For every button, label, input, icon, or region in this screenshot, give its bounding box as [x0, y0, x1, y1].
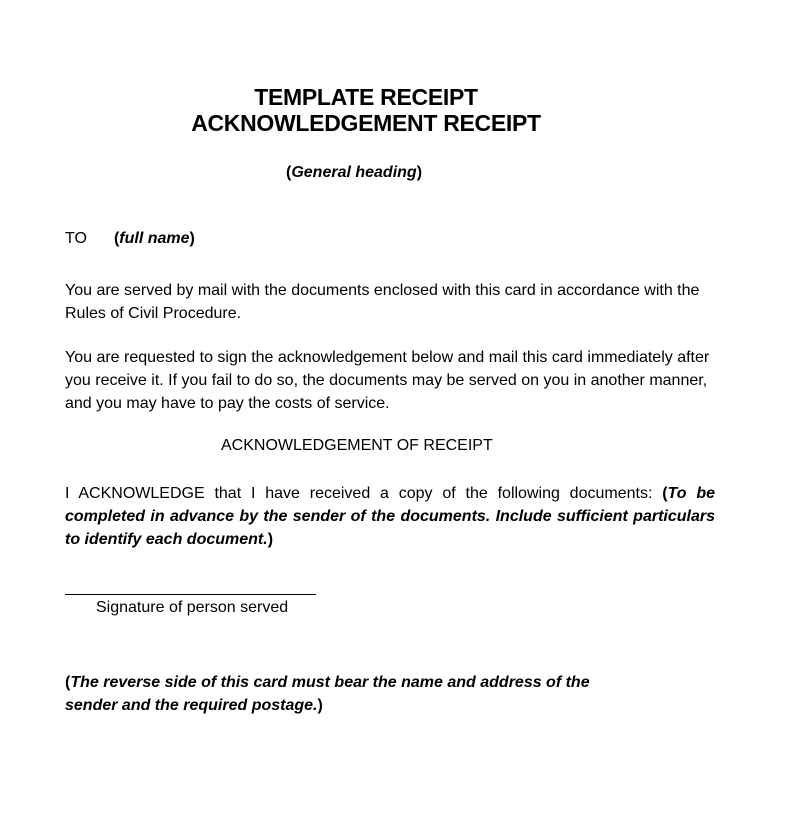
acknowledgement-heading: ACKNOWLEDGEMENT OF RECEIPT — [221, 437, 493, 454]
paren-close: ) — [189, 230, 195, 247]
recipient-name-field[interactable] — [114, 230, 195, 247]
paren-open: ( — [286, 164, 292, 181]
service-paragraph: You are served by mail with the documents enclosed with this card in accordance with the Rules of Civil Procedure. — [65, 282, 700, 322]
to-label: TO — [65, 230, 87, 247]
paren-close: ) — [317, 697, 323, 714]
reverse-side-note-text: The reverse side of this card must bear the name and address of the sender and the required postage. — [65, 674, 590, 714]
acknowledgement-instruction: To be completed in advance by the sender of the documents. Include sufficient particulars to identify each document. — [65, 485, 715, 548]
reverse-side-note — [65, 671, 625, 717]
instructions-paragraph: You are requested to sign the acknowledgement below and mail this card immediately after you receive it. If you fail to do so, the documents may be served on you in another manner, and you may have to pay the costs of service. — [65, 349, 710, 412]
document-title: TEMPLATE RECEIPT — [254, 84, 478, 110]
recipient-name-placeholder: full name — [119, 230, 190, 247]
signature-line[interactable] — [65, 594, 316, 595]
paren-open: ( — [662, 485, 668, 502]
acknowledgement-paragraph — [65, 482, 715, 551]
paren-open: ( — [113, 230, 120, 247]
paren-close: ) — [267, 531, 274, 548]
general-heading — [286, 164, 422, 182]
general-heading-text: General heading — [291, 164, 417, 181]
recipient-line — [65, 230, 195, 248]
signature-label: Signature of person served — [96, 599, 289, 616]
paren-open: ( — [65, 674, 71, 691]
paren-close: ) — [416, 164, 423, 181]
document-subtitle: ACKNOWLEDGEMENT RECEIPT — [191, 110, 541, 136]
acknowledgement-text: I ACKNOWLEDGE that I have received a copy of the following documents: — [65, 485, 663, 502]
